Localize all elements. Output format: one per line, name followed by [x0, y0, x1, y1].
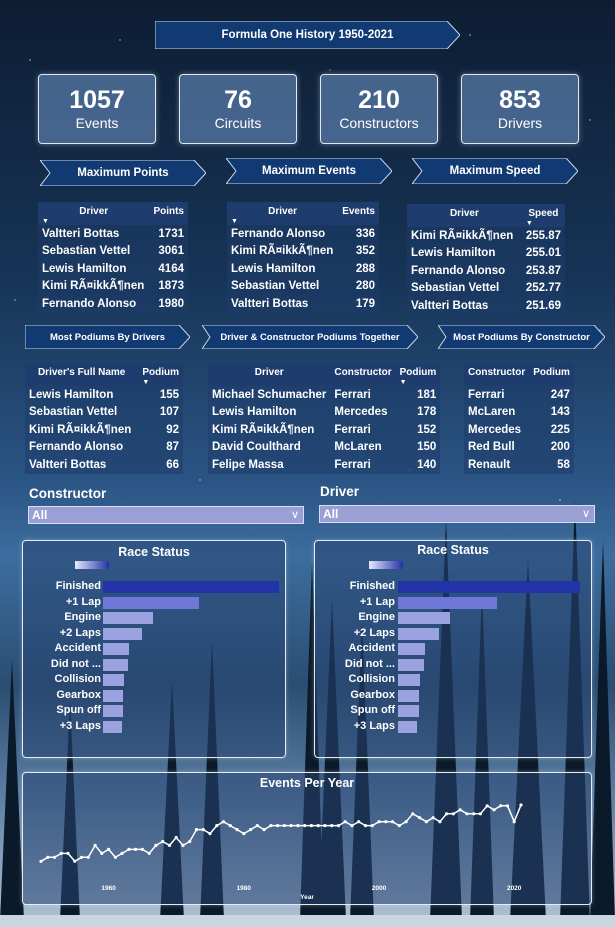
bar[interactable] — [103, 705, 123, 717]
data-point[interactable] — [418, 816, 421, 819]
column-header-driver[interactable]: Driver ▼ — [227, 202, 338, 225]
column-header-speed[interactable]: Speed ▼ — [522, 204, 565, 227]
bar-label: Did not ... — [50, 657, 101, 670]
data-point[interactable] — [94, 844, 97, 847]
data-point[interactable] — [202, 828, 205, 831]
data-point[interactable] — [283, 824, 286, 827]
bar[interactable] — [103, 643, 129, 655]
data-point[interactable] — [337, 824, 340, 827]
driver-dropdown-value: All — [323, 507, 339, 521]
kpi-circuits — [179, 74, 297, 144]
bar[interactable] — [398, 690, 419, 702]
x-axis-label: Year — [300, 894, 314, 901]
banner-label: Driver & Constructor Podiums Together — [220, 331, 400, 343]
color-legend — [75, 561, 109, 569]
data-point[interactable] — [398, 824, 401, 827]
data-point[interactable] — [486, 804, 489, 807]
column-header-constructor[interactable]: Constructor — [464, 363, 529, 386]
kpi-label: Events — [75, 115, 119, 131]
bar[interactable] — [398, 659, 424, 671]
table-row: Ferrari 247 — [468, 388, 570, 401]
kpi-label: Circuits — [214, 115, 262, 131]
table-row: Sebastian Vettel 107 — [29, 406, 179, 419]
bar-label: Did not ... — [344, 657, 395, 670]
events-per-year-chart — [22, 772, 592, 905]
data-point[interactable] — [344, 820, 347, 823]
data-point[interactable] — [127, 848, 130, 851]
column-header-podium[interactable]: Podium — [529, 363, 574, 386]
data-point[interactable] — [208, 832, 211, 835]
data-point[interactable] — [438, 820, 441, 823]
data-point[interactable] — [188, 840, 191, 843]
podiums-constructor-table — [464, 363, 574, 474]
table-row: Valtteri Bottas 179 — [231, 297, 375, 310]
data-point[interactable] — [350, 824, 353, 827]
table-row: Red Bull 200 — [468, 441, 570, 454]
max-events-banner — [226, 158, 392, 184]
data-point[interactable] — [229, 824, 232, 827]
kpi-value: 76 — [224, 86, 252, 114]
podiums-together-table — [208, 363, 440, 474]
bar[interactable] — [398, 674, 420, 686]
sort-down-icon: ▼ — [142, 379, 150, 386]
x-tick-label: 1980 — [236, 885, 252, 892]
table-row: Valtteri Bottas 1731 — [42, 227, 184, 240]
column-header-podium[interactable]: Podium ▼ — [138, 363, 183, 386]
data-point[interactable] — [39, 860, 42, 863]
banner-label: Most Podiums By Constructor — [453, 331, 590, 343]
data-point[interactable] — [364, 824, 367, 827]
race-status-bars — [315, 579, 591, 749]
table-row: Lewis Hamilton 288 — [231, 262, 375, 275]
data-point[interactable] — [161, 840, 164, 843]
max-speed-table — [407, 204, 565, 315]
banner-label: Most Podiums By Drivers — [49, 331, 166, 343]
data-point[interactable] — [276, 824, 279, 827]
bar-label: Finished — [55, 580, 101, 592]
bar-label: +1 Lap — [359, 595, 395, 608]
data-point[interactable] — [290, 824, 293, 827]
chevron-down-icon: ∨ — [290, 509, 299, 521]
data-point[interactable] — [452, 812, 455, 815]
bar[interactable] — [103, 581, 279, 593]
constructor-filter-label: Constructor — [29, 486, 107, 501]
max-points-banner — [40, 160, 206, 186]
kpi-value: 853 — [499, 86, 541, 114]
sort-down-icon: ▼ — [42, 218, 49, 225]
kpi-events — [38, 74, 156, 144]
podiums-drivers-banner — [25, 325, 190, 349]
banner-label: Maximum Points — [77, 167, 169, 179]
bar-label: Gearbox — [350, 688, 395, 701]
data-point[interactable] — [87, 856, 90, 859]
column-header-constructor[interactable]: Constructor — [330, 363, 395, 386]
race-status-chart-left — [22, 540, 286, 758]
table-row: David Coulthard McLaren 150 — [212, 441, 437, 454]
table-row: Fernando Alonso 87 — [29, 441, 179, 454]
data-point[interactable] — [330, 824, 333, 827]
data-point[interactable] — [60, 852, 63, 855]
data-point[interactable] — [492, 808, 495, 811]
kpi-value: 1057 — [69, 86, 125, 114]
chart-title: Race Status — [417, 543, 489, 557]
column-header-driver[interactable]: Driver ▼ — [38, 202, 149, 225]
table-row: Fernando Alonso 1980 — [42, 297, 184, 310]
data-point[interactable] — [53, 856, 56, 859]
data-point[interactable] — [317, 824, 320, 827]
data-point[interactable] — [263, 828, 266, 831]
data-point[interactable] — [242, 832, 245, 835]
table-row: Fernando Alonso 336 — [231, 227, 375, 240]
table-row: Lewis Hamilton 155 — [29, 388, 179, 401]
data-point[interactable] — [371, 824, 374, 827]
bar-label: Engine — [358, 611, 395, 623]
data-point[interactable] — [432, 816, 435, 819]
chart-title: Events Per Year — [259, 776, 355, 790]
series-line — [41, 805, 521, 861]
data-point[interactable] — [310, 824, 313, 827]
race-status-bars — [23, 579, 285, 749]
column-header-driver-name[interactable]: Driver's Full Name — [25, 363, 138, 386]
table-row: Lewis Hamilton 4164 — [42, 262, 184, 275]
bar-label: +2 Laps — [59, 626, 101, 639]
sort-down-icon: ▼ — [231, 218, 238, 225]
bar[interactable] — [398, 705, 419, 717]
table-row: Kimi RÃ¤ikkÃ¶nen 92 — [29, 423, 179, 436]
column-header-podium[interactable]: Podium ▼ — [396, 363, 441, 386]
data-point[interactable] — [384, 820, 387, 823]
data-point[interactable] — [249, 828, 252, 831]
bar[interactable] — [103, 628, 142, 640]
banner-label: Maximum Speed — [449, 165, 541, 177]
data-point[interactable] — [519, 803, 522, 806]
banner-label: Maximum Events — [262, 165, 356, 177]
table-row: Sebastian Vettel 280 — [231, 280, 375, 293]
data-point[interactable] — [499, 804, 502, 807]
bar-label: Spun off — [56, 704, 101, 716]
data-point[interactable] — [154, 844, 157, 847]
bar[interactable] — [398, 643, 425, 655]
kpi-label: Drivers — [497, 115, 543, 131]
bar[interactable] — [398, 721, 417, 733]
data-point[interactable] — [134, 848, 137, 851]
data-point[interactable] — [472, 812, 475, 815]
table-row: Kimi RÃ¤ikkÃ¶nen 255.87 — [411, 229, 561, 242]
column-header-events[interactable]: Events — [338, 202, 379, 225]
data-point[interactable] — [236, 828, 239, 831]
data-point[interactable] — [411, 812, 414, 815]
bar-label: +1 Lap — [65, 595, 101, 608]
bar[interactable] — [103, 690, 123, 702]
table-row: Lewis Hamilton 255.01 — [411, 247, 561, 260]
data-point[interactable] — [121, 852, 124, 855]
chevron-down-icon: ∨ — [581, 508, 590, 520]
chart-title: Race Status — [118, 545, 190, 559]
data-point[interactable] — [405, 820, 408, 823]
data-point[interactable] — [296, 824, 299, 827]
table-row: Fernando Alonso 253.87 — [411, 264, 561, 277]
column-header-points[interactable]: Points — [149, 202, 188, 225]
data-point[interactable] — [377, 820, 380, 823]
kpi-value: 210 — [358, 86, 400, 114]
data-point[interactable] — [269, 824, 272, 827]
data-point[interactable] — [391, 820, 394, 823]
podiums-constructor-banner — [438, 325, 605, 349]
table-row: Felipe Massa Ferrari 140 — [212, 458, 437, 471]
data-point[interactable] — [459, 808, 462, 811]
column-header-driver[interactable]: Driver — [208, 363, 330, 386]
driver-dropdown[interactable] — [319, 505, 595, 523]
bar[interactable] — [103, 612, 153, 624]
table-row: Kimi RÃ¤ikkÃ¶nen Ferrari 152 — [212, 423, 437, 436]
data-point[interactable] — [80, 856, 83, 859]
constructor-dropdown[interactable] — [28, 506, 304, 524]
data-point[interactable] — [66, 852, 69, 855]
driver-filter-label: Driver — [320, 484, 360, 499]
data-point[interactable] — [479, 812, 482, 815]
table-row: Valtteri Bottas 251.69 — [411, 299, 561, 312]
data-point[interactable] — [175, 836, 178, 839]
table-row: Kimi RÃ¤ikkÃ¶nen 352 — [231, 245, 375, 258]
data-point[interactable] — [46, 856, 49, 859]
table-row: Renault 58 — [468, 458, 570, 471]
bar-label: +3 Laps — [59, 719, 101, 732]
bar-label: Gearbox — [56, 688, 101, 701]
line-plot — [23, 793, 591, 903]
column-header-driver[interactable]: Driver — [407, 204, 522, 227]
bar-label: Collision — [348, 673, 395, 685]
data-point[interactable] — [114, 856, 117, 859]
race-status-chart-right — [314, 540, 592, 758]
podiums-together-banner — [202, 325, 418, 349]
table-row: Kimi RÃ¤ikkÃ¶nen 1873 — [42, 280, 184, 293]
bar[interactable] — [103, 721, 122, 733]
x-tick-label: 2000 — [371, 885, 387, 892]
constructor-dropdown-value: All — [32, 508, 48, 522]
data-point[interactable] — [323, 824, 326, 827]
bar-label: Collision — [54, 673, 101, 685]
kpi-constructors — [320, 74, 438, 144]
bar[interactable] — [103, 659, 128, 671]
data-point[interactable] — [168, 844, 171, 847]
data-point[interactable] — [506, 804, 509, 807]
table-row: McLaren 143 — [468, 406, 570, 419]
sort-down-icon: ▼ — [525, 220, 533, 227]
data-point[interactable] — [215, 824, 218, 827]
data-point[interactable] — [256, 824, 259, 827]
table-row: Sebastian Vettel 252.77 — [411, 282, 561, 295]
data-point[interactable] — [148, 852, 151, 855]
data-point[interactable] — [141, 848, 144, 851]
data-point[interactable] — [181, 844, 184, 847]
color-legend — [369, 561, 403, 569]
bar-label: +2 Laps — [353, 626, 395, 639]
page-title-banner — [155, 21, 460, 49]
page-title: Formula One History 1950-2021 — [221, 29, 394, 41]
bar[interactable] — [103, 597, 199, 609]
table-row: Michael Schumacher Ferrari 181 — [212, 388, 437, 401]
data-point[interactable] — [195, 828, 198, 831]
max-events-table — [227, 202, 379, 313]
bar[interactable] — [398, 612, 450, 624]
table-row: Sebastian Vettel 3061 — [42, 245, 184, 258]
data-point[interactable] — [107, 848, 110, 851]
sort-down-icon: ▼ — [399, 379, 407, 386]
data-point[interactable] — [465, 812, 468, 815]
bar[interactable] — [103, 674, 124, 686]
x-tick-label: 2020 — [506, 885, 522, 892]
max-points-table — [38, 202, 188, 313]
bar[interactable] — [398, 581, 580, 593]
bar-label: +3 Laps — [353, 719, 395, 732]
podiums-drivers-table — [25, 363, 183, 474]
kpi-label: Constructors — [339, 115, 419, 131]
bar-label: Engine — [64, 611, 101, 623]
bar[interactable] — [398, 597, 497, 609]
bar-label: Finished — [349, 580, 395, 592]
kpi-drivers — [461, 74, 579, 144]
data-point[interactable] — [222, 820, 225, 823]
data-point[interactable] — [425, 820, 428, 823]
bar[interactable] — [398, 628, 439, 640]
max-speed-banner — [412, 158, 578, 184]
bar-label: Accident — [54, 642, 101, 654]
x-tick-label: 1960 — [101, 885, 116, 892]
bar-label: Accident — [348, 642, 395, 654]
data-point[interactable] — [513, 820, 516, 823]
data-point[interactable] — [357, 820, 360, 823]
data-point[interactable] — [303, 824, 306, 827]
table-row: Valtteri Bottas 66 — [29, 458, 179, 471]
table-row: Mercedes 225 — [468, 423, 570, 436]
data-point[interactable] — [445, 812, 448, 815]
bar-label: Spun off — [350, 704, 395, 716]
data-point[interactable] — [73, 860, 76, 863]
data-point[interactable] — [100, 852, 103, 855]
table-row: Lewis Hamilton Mercedes 178 — [212, 406, 437, 419]
